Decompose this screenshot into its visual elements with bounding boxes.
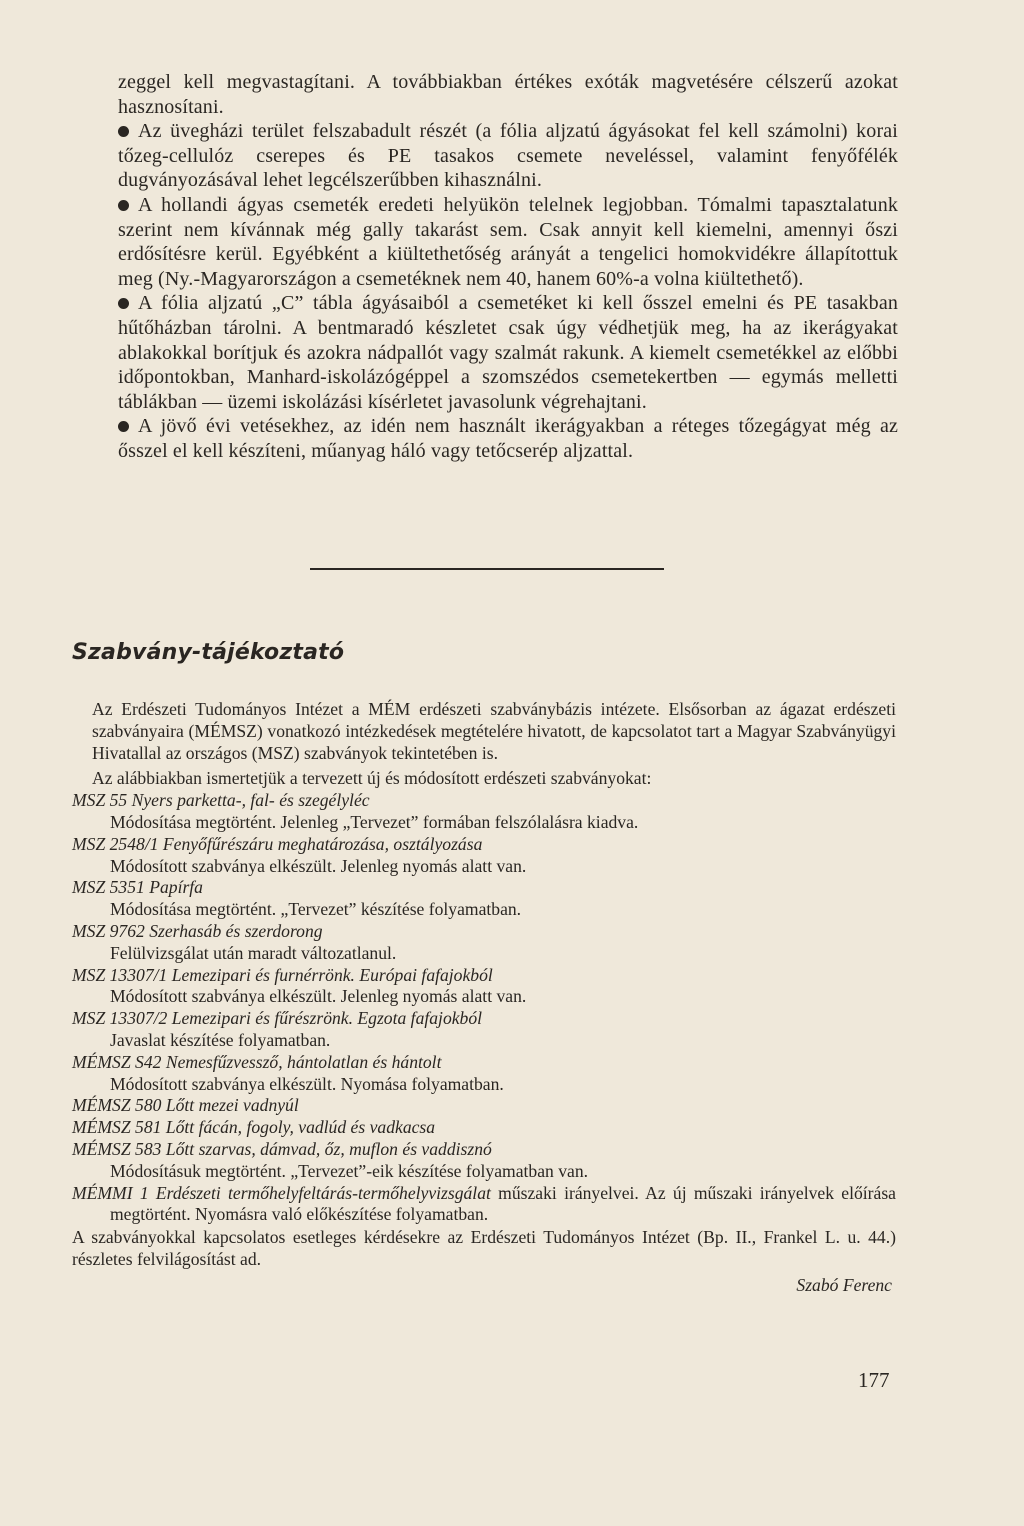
author-signature: Szabó Ferenc (796, 1274, 892, 1295)
standard-title: MSZ 5351 Papírfa (72, 877, 203, 898)
standard-title: MSZ 13307/2 Lemezipari és fűrészrönk. Egzota fafajokból (72, 1008, 483, 1029)
standard-status: Módosítása megtörtént. „Tervezet” készítése folyamatban. (110, 899, 522, 920)
standard-item (72, 1139, 896, 1183)
standard-item (72, 1095, 896, 1117)
standard-status: Az új műszaki irányelvek előírása megtörtént. Nyomásra való előkészítése folyamatban. (110, 1182, 896, 1225)
bullet-icon (118, 421, 129, 432)
closing-paragraph: A szabványokkal kapcsolatos esetleges kérdésekre az Erdészeti Tudományos Intézet (Bp. II., Frankel L. u. 44.) részletes felvilágosítást ad. (72, 1227, 896, 1269)
paragraph-bullet-2: A hollandi ágyas csemeték eredeti helyükön telelnek legjobban. Tómalmi tapasztalatunk szerint nem kívánnak még gally takarást sem. Csak annyit kell kiemelni, amennyi őszi erdősítésre kerül. Egyébként a kiültethetőség arányát a tengelici homokvidékre állapítottuk meg (Ny.-Magyarországon a csemetéknek nem 40, hanem 60%-a volna kiültethető). (118, 193, 898, 290)
standards-section (72, 699, 896, 1297)
standard-title: MÉMSZ 583 Lőtt szarvas, dámvad, őz, muflon és vaddisznó (72, 1138, 492, 1159)
standards-list (72, 790, 896, 1226)
standard-item (72, 877, 896, 921)
page-number: 177 (858, 1368, 890, 1392)
section-intro: Az Erdészeti Tudományos Intézet a MÉM erdészeti szabványbázis intézete. Elsősorban az ágazat erdészeti szabványaira (MÉMSZ) vonatkozó intézkedések megtételére hivatott, de kapcsolatot tart a Magyar Szabványügyi Hivatallal az országos (MSZ) szabványok tekintetében is. (92, 699, 896, 763)
paragraph-bullet-3: A fólia aljzatú „C” tábla ágyásaiból a csemetéket ki kell ősszel emelni és PE tasakban hűtőházban tárolni. A bentmaradó készletet csak úgy védhetjük meg, ha az ikerágyakat ablakokkal borítjuk és azokra nádpallót vagy szalmát rakunk. A kiemelt csemetékkel az előbbi időpontokban, Manhard-iskolázógéppel a szomszédos csemetekertben — egymás melletti táblákban — üzemi iskolázási kísérletet javasolunk végrehajtani. (118, 292, 898, 413)
standard-title: MSZ 9762 Szerhasáb és szerdorong (72, 920, 323, 941)
standard-status: Módosított szabványa elkészült. Jelenleg nyomás alatt van. (110, 986, 527, 1007)
paragraph-bullet-4: A jövő évi vetésekhez, az idén nem használt ikerágyakban a réteges tőzegágyat még az ősszel el kell készíteni, műanyag háló vagy tetőcserép aljzattal. (118, 415, 898, 462)
standard-item (72, 921, 896, 965)
standard-title: MSZ 2548/1 Fenyőfűrészáru meghatározása, osztályozása (72, 833, 483, 854)
standard-status: Módosított szabványa elkészült. Nyomása folyamatban. (110, 1073, 504, 1094)
standard-status: Módosításuk megtörtént. „Tervezet”-eik készítése folyamatban van. (110, 1160, 589, 1181)
standard-item (72, 1052, 896, 1096)
standard-guideline (72, 1183, 896, 1227)
standard-status: Javaslat készítése folyamatban. (110, 1029, 331, 1050)
standard-title: MÉMSZ S42 Nemesfűzvessző, hántolatlan és hántolt (72, 1051, 442, 1072)
standard-title: MÉMSZ 580 Lőtt mezei vadnyúl (72, 1095, 299, 1116)
standard-title: MSZ 13307/1 Lemezipari és furnérrönk. Európai fafajokból (72, 964, 493, 985)
paragraph-bullet-1: Az üvegházi terület felszabadult részét (a fólia aljzatú ágyásokat fel kell számolni) korai tőzeg-cellulóz cserepes és PE tasakos csemete neveléssel, valamint fenyőfélék dugványozásával lehet legcélszerűbben kihasználni. (118, 120, 898, 192)
standard-item (72, 1008, 896, 1052)
standard-title: MÉMSZ 581 Lőtt fácán, fogoly, vadlúd és vadkacsa (72, 1117, 436, 1138)
standard-status: Módosított szabványa elkészült. Jelenleg nyomás alatt van. (110, 855, 527, 876)
standard-title: MÉMMI 1 Erdészeti termőhelyfeltárás-termőhelyvizsgálat (72, 1182, 491, 1203)
standard-item (72, 1117, 896, 1139)
standard-title: MSZ 55 Nyers parketta-, fal- és szegélyléc (72, 790, 370, 811)
bullet-icon (118, 126, 129, 137)
section-divider (310, 568, 664, 570)
standard-title-suffix: műszaki irányelvei. (498, 1182, 639, 1203)
bullet-icon (118, 298, 129, 309)
standard-item (72, 1183, 896, 1227)
standard-status: Módosítása megtörtént. Jelenleg „Tervezet” formában felszólalásra kiadva. (110, 811, 639, 832)
bullet-icon (118, 200, 129, 211)
paragraph-intro: zeggel kell megvastagítani. A továbbiakban értékes exóták magvetésére célszerű azokat hasznosítani. (118, 71, 898, 118)
standard-item (72, 834, 896, 878)
section-title: Szabvány-tájékoztató (72, 640, 345, 665)
section-intro-2: Az alábbiakban ismertetjük a tervezett új és módosított erdészeti szabványokat: (92, 768, 652, 789)
standard-item (72, 790, 896, 834)
standard-status: Felülvizsgálat után maradt változatlanul. (110, 942, 397, 963)
top-text-block (118, 70, 898, 464)
standard-item (72, 965, 896, 1009)
